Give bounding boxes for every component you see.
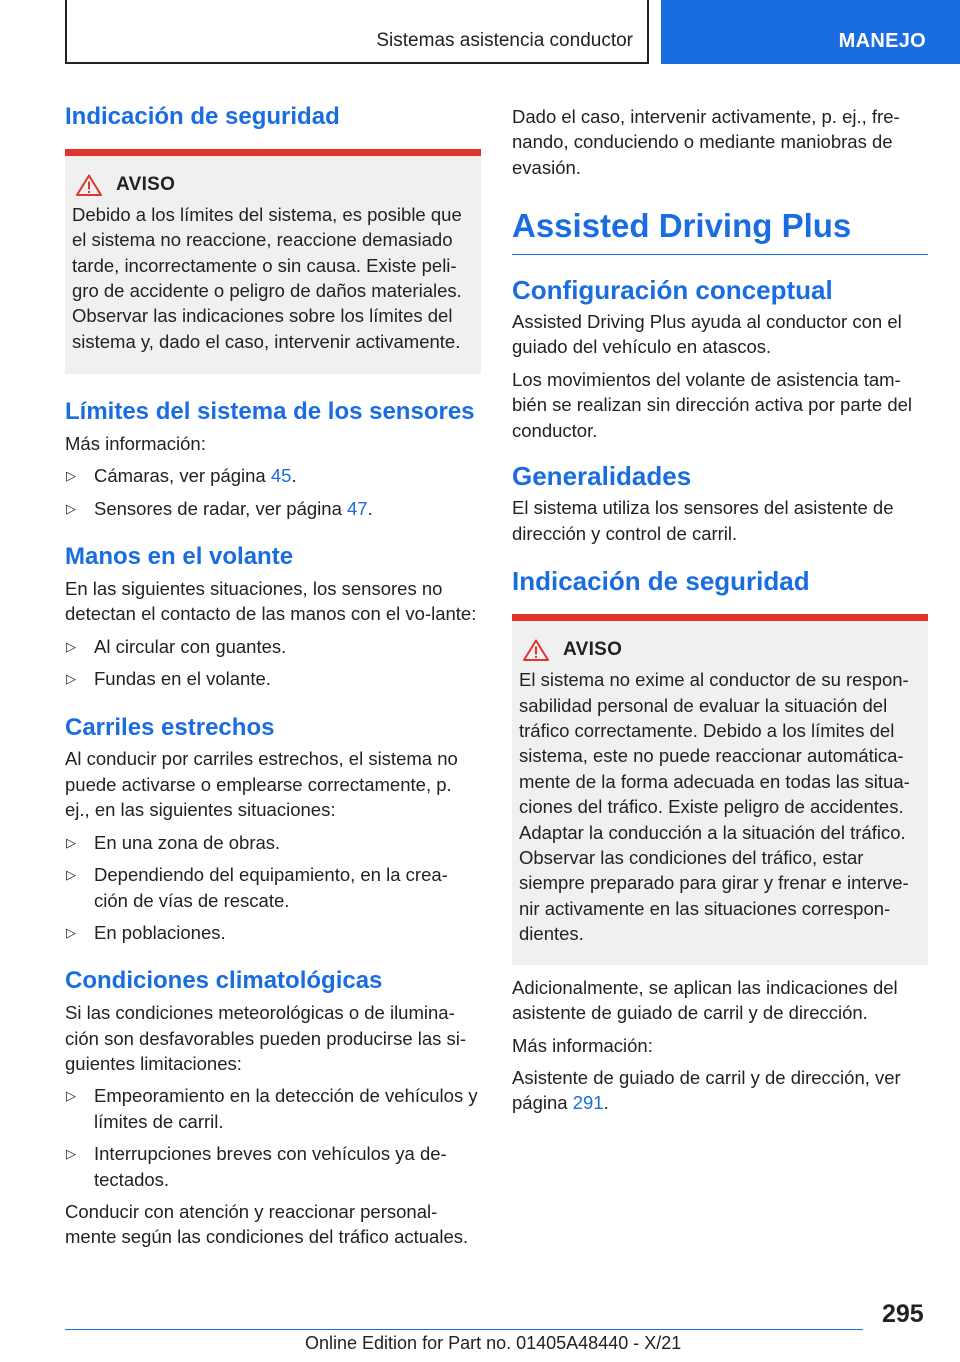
reference-paragraph: Asistente de guiado de carril y de dirección, ver página 291. [512, 1066, 901, 1114]
triangle-right-icon: ▷ [66, 500, 76, 516]
list-item: ▷ Interrupciones breves con vehículos ya de-tectados. [66, 1143, 447, 1190]
list-item: ▷ Fundas en el volante. [65, 666, 481, 691]
concept-heading: Configuración conceptual [512, 274, 833, 305]
list-item: ▷ Empeoramiento en la detección de vehículos y límites de carril. [66, 1085, 478, 1132]
triangle-right-icon: ▷ [66, 1146, 76, 1162]
hands-list [65, 634, 481, 692]
narrow-lanes-intro: Al conducir por carriles estrechos, el sistema no puede activarse o emplearse correctamente, p. ej., en las siguientes situaciones: [65, 748, 458, 821]
warning-label: AVISO [116, 173, 176, 195]
triangle-right-icon: ▷ [66, 834, 76, 850]
list-item: ▷ Al circular con guantes. [65, 634, 481, 659]
sensor-limits-intro: Más información: [65, 433, 206, 455]
warning-text: El sistema no exime al conductor de su respon-sabilidad personal de evaluar la situación del tráfico correctamente. Debido a los límites del sistema, este no puede reaccionar automática-mente de la forma adecuada en todas las situa-ciones del tráfico. Existe peligro de accidentes. Adaptar la conducción a la situación del tráfico. Observar las condiciones del tráfico, estar siempre preparado para girar y frenar e interve-nir activamente en las situaciones correspon-dientes. [519, 669, 910, 945]
general-paragraph: El sistema utiliza los sensores del asistente de dirección y control de carril. [512, 497, 894, 544]
additional-paragraph: Adicionalmente, se aplican las indicaciones del asistente de guiado de carril y de dirección. [512, 976, 898, 1024]
sensor-limits-list [65, 463, 481, 521]
weather-outro: Conducir con atención y reaccionar personal-mente según las condiciones del tráfico actuales. [65, 1200, 469, 1248]
safety-heading-right: Indicación de seguridad [512, 566, 810, 597]
page-link-45[interactable]: 45 [270, 465, 292, 487]
triangle-right-icon: ▷ [66, 671, 76, 687]
page-link-47[interactable]: 47 [347, 497, 368, 519]
warning-label: AVISO [563, 639, 623, 661]
chapter-title: Assisted Driving Plus [512, 206, 928, 255]
right-column [512, 95, 928, 1116]
concept-paragraph-2: Los movimientos del volante de asistencia tam-bién se realizan sin dirección activa por parte del conductor. [512, 368, 913, 441]
safety-heading-left: Indicación de seguridad [65, 103, 340, 130]
left-column [65, 95, 481, 1250]
triangle-right-icon: ▷ [66, 468, 76, 484]
list-item: ▷ Sensores de radar, ver página 47. [65, 496, 481, 521]
section-tab-label: MANEJO [838, 30, 926, 52]
header-bar [65, 0, 649, 64]
narrow-lanes-list [65, 830, 481, 946]
triangle-right-icon: ▷ [66, 1088, 76, 1104]
section-tab-manejo[interactable] [661, 0, 960, 64]
general-heading: Generalidades [512, 461, 692, 492]
weather-intro: Si las condiciones meteorológicas o de ilumina-ción son desfavorables pueden producirse las si-guientes limitaciones: [65, 1002, 467, 1074]
hands-intro: En las siguientes situaciones, los sensores no detectan el contacto de las manos con el vo-lante: [65, 578, 477, 625]
warning-box-1 [65, 149, 481, 374]
continued-paragraph: Dado el caso, intervenir activamente, p. ej., fre-nando, conduciendo o mediante maniobras de evasión. [512, 106, 900, 178]
concept-paragraph-1: Assisted Driving Plus ayuda al conductor con el guiado del vehículo en atascos. [512, 311, 902, 358]
narrow-lanes-heading: Carriles estrechos [65, 713, 275, 741]
warning-triangle-icon [523, 639, 549, 661]
page-number: 295 [882, 1300, 924, 1328]
list-item: ▷ Cámaras, ver página 45. [65, 463, 481, 488]
triangle-right-icon: ▷ [66, 867, 76, 883]
list-item: ▷ Dependiendo del equipamiento, en la crea-ción de vías de rescate. [66, 864, 448, 911]
hands-heading: Manos en el volante [65, 543, 294, 571]
footer-edition: Online Edition for Part no. 01405A48440 - X/21 [305, 1333, 682, 1353]
header-title: Sistemas asistencia conductor [376, 30, 633, 51]
triangle-right-icon: ▷ [66, 638, 76, 654]
more-info-label: Más información: [512, 1034, 653, 1056]
page-link-291[interactable]: 291 [572, 1092, 604, 1114]
warning-box-2 [512, 614, 928, 964]
warning-triangle-icon [76, 174, 102, 196]
warning-text: Debido a los límites del sistema, es posible que el sistema no reaccione, reaccione demasiado tarde, incorrectamente o sin causa. Existe peli-gro de accidente o peligro de daños materiales. Observar las indicaciones sobre los límites del sistema y, dado el caso, intervenir activamente. [72, 203, 462, 352]
triangle-right-icon: ▷ [66, 924, 76, 940]
weather-list [65, 1083, 481, 1192]
footer-divider [65, 1329, 863, 1330]
list-item: ▷ En poblaciones. [65, 920, 481, 945]
list-item: ▷ En una zona de obras. [65, 830, 481, 855]
sensor-limits-heading: Límites del sistema de los sensores [65, 398, 475, 426]
weather-heading: Condiciones climatológicas [65, 967, 383, 995]
